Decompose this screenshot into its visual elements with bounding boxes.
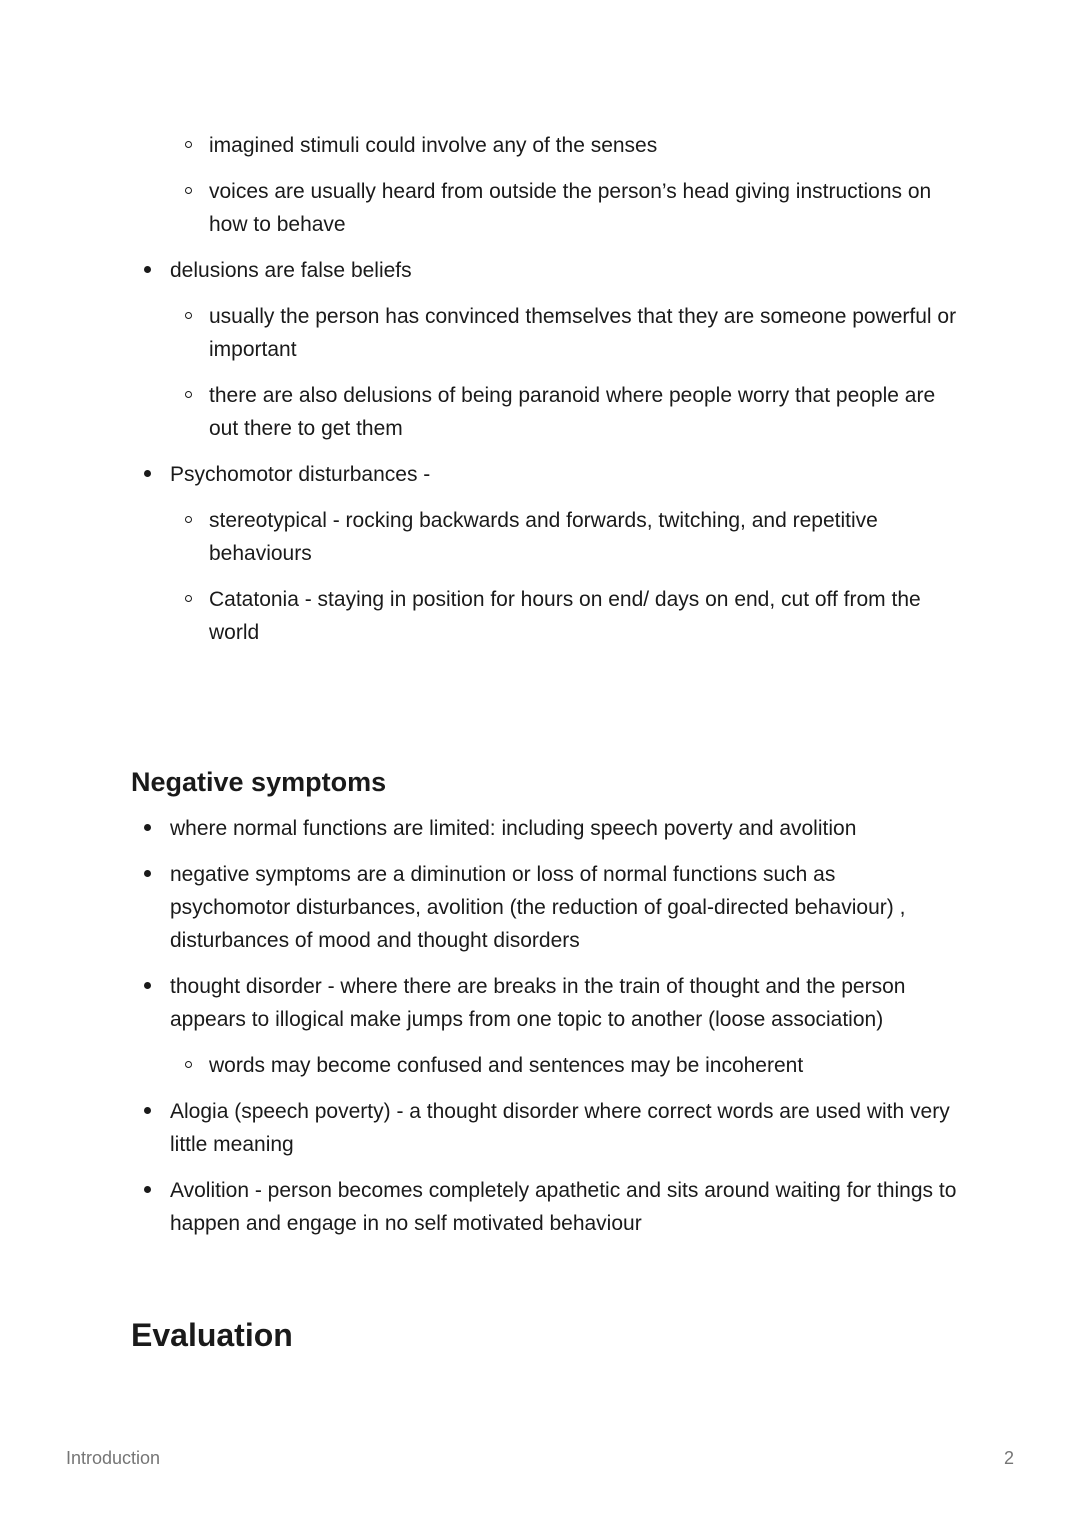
sublist	[170, 300, 961, 445]
list-subitem: words may become confused and sentences may be incoherent	[170, 1049, 961, 1082]
list-subitem: stereotypical - rocking backwards and forwards, twitching, and repetitive behaviours	[170, 504, 961, 570]
hollow-bullet-icon	[185, 312, 192, 319]
list-item: Avolition - person becomes completely apathetic and sits around waiting for things to happen and engage in no self motivated behaviour	[131, 1174, 961, 1240]
bullet-icon	[144, 870, 151, 877]
list-subitem: imagined stimuli could involve any of the senses	[170, 129, 961, 162]
bullet-icon	[144, 470, 151, 477]
continued-list	[131, 129, 961, 662]
list-subitem: usually the person has convinced themselves that they are someone powerful or important	[170, 300, 961, 366]
hallucination-subitems	[131, 129, 961, 241]
sublist	[170, 504, 961, 649]
bullet-icon	[144, 982, 151, 989]
list-item: Alogia (speech poverty) - a thought disorder where correct words are used with very little meaning	[131, 1095, 961, 1161]
bullet-icon	[144, 1107, 151, 1114]
hollow-bullet-icon	[185, 141, 192, 148]
section-heading: Evaluation	[131, 1317, 293, 1353]
hollow-bullet-icon	[185, 595, 192, 602]
list-item: delusions are false beliefs usually the person has convinced themselves that they are someone powerful or important there are also delusions of being paranoid where people worry that people are out there to get them	[131, 254, 961, 445]
footer-section-title: Introduction	[66, 1448, 161, 1468]
list-item: thought disorder - where there are breaks in the train of thought and the person appears to illogical make jumps from one topic to another (loose association) words may become confused and sentences may be incoherent	[131, 970, 961, 1082]
negative-symptoms-section	[131, 764, 961, 1253]
bullet-icon	[144, 824, 151, 831]
symptom-list	[131, 254, 961, 649]
hollow-bullet-icon	[185, 391, 192, 398]
list-item: Psychomotor disturbances - stereotypical - rocking backwards and forwards, twitching, and repetitive behaviours Catatonia - staying in position for hours on end/ days on end, cut off from the world	[131, 458, 961, 649]
list-subitem: Catatonia - staying in position for hours on end/ days on end, cut off from the world	[170, 583, 961, 649]
bullet-icon	[144, 266, 151, 273]
evaluation-section	[131, 1315, 293, 1355]
list-subitem: voices are usually heard from outside the person’s head giving instructions on how to behave	[170, 175, 961, 241]
hollow-bullet-icon	[185, 516, 192, 523]
page-number: 2	[1004, 1448, 1015, 1468]
hollow-bullet-icon	[185, 1061, 192, 1068]
list-item: where normal functions are limited: including speech poverty and avolition	[131, 812, 961, 845]
list-subitem: there are also delusions of being paranoid where people worry that people are out there to get them	[170, 379, 961, 445]
negative-symptoms-list	[131, 812, 961, 1240]
list-item: negative symptoms are a diminution or loss of normal functions such as psychomotor disturbances, avolition (the reduction of goal-directed behaviour) , disturbances of mood and thought disorders	[131, 858, 961, 957]
section-heading: Negative symptoms	[131, 767, 387, 797]
hollow-bullet-icon	[185, 187, 192, 194]
sublist	[170, 1049, 961, 1082]
bullet-icon	[144, 1186, 151, 1193]
